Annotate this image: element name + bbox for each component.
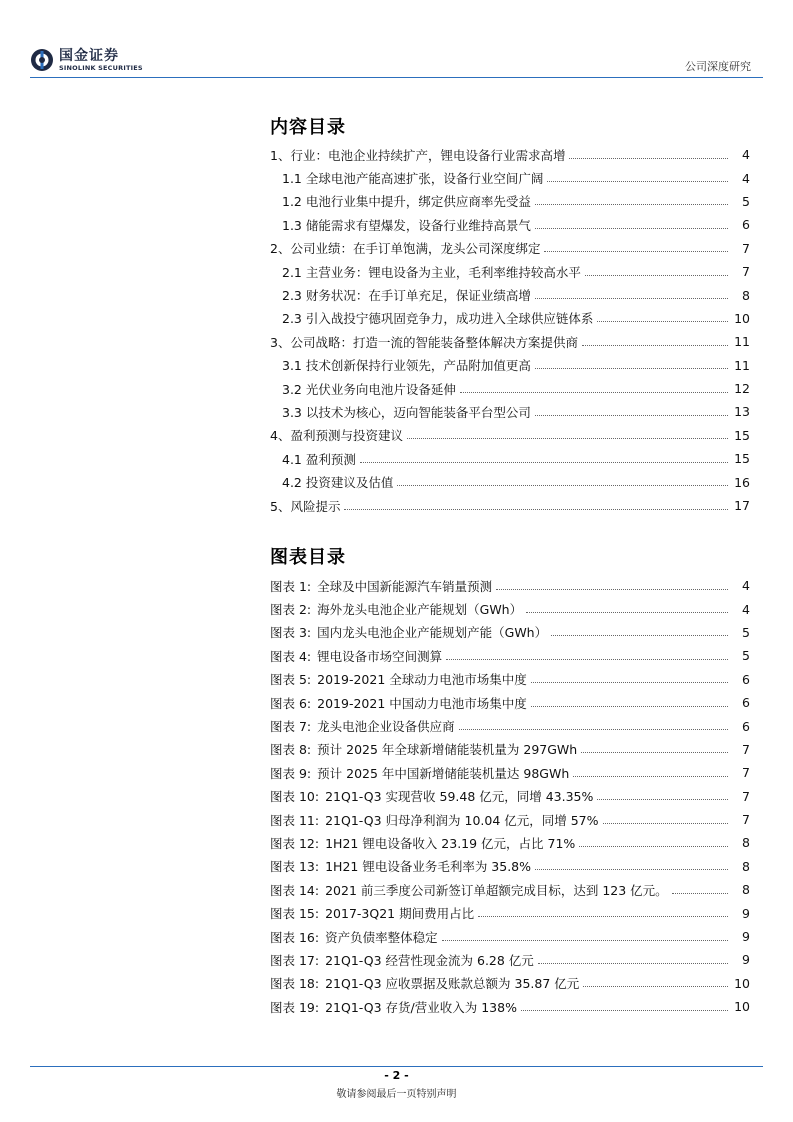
toc-leader-dots <box>407 427 728 439</box>
figure-entry-label: 图表 14: <box>270 882 320 898</box>
toc-entry-page: 4 <box>742 147 750 163</box>
figure-entry[interactable] <box>270 831 750 854</box>
figure-entry-label: 图表 8: <box>270 742 312 758</box>
toc-entry-text: 3.1 技术创新保持行业领先，产品附加值更高 <box>282 358 531 374</box>
figure-entry[interactable] <box>270 948 750 971</box>
figure-entry-page: 5 <box>742 624 750 640</box>
figure-entry-page: 10 <box>734 999 750 1015</box>
toc-entry[interactable] <box>270 143 750 166</box>
figure-entry-text: 龙头电池企业设备供应商 <box>317 719 455 735</box>
figure-entry-page: 7 <box>742 788 750 804</box>
figure-entry-text: 1H21 锂电设备收入 23.19 亿元，占比 71% <box>325 835 576 851</box>
figure-leader-dots <box>442 929 728 941</box>
toc-entry-page: 7 <box>742 240 750 256</box>
toc-entry-text: 2.3 引入战投宁德巩固竞争力，成功进入全球供应链体系 <box>282 311 594 327</box>
toc-leader-dots <box>535 217 728 229</box>
figure-entry-text: 预计 2025 年全球新增储能装机量为 297GWh <box>317 742 578 758</box>
figure-entry-text: 21Q1-Q3 经营性现金流为 6.28 亿元 <box>325 952 534 968</box>
figure-entry-label: 图表 13: <box>270 859 320 875</box>
figure-list-title: 图表目录 <box>270 547 346 568</box>
figure-leader-dots <box>583 975 728 987</box>
figure-leader-dots <box>581 741 728 753</box>
toc-entry-page: 13 <box>734 404 750 420</box>
report-type: 公司深度研究 <box>685 60 751 73</box>
figure-entry[interactable] <box>270 644 750 667</box>
figure-entry-label: 图表 19: <box>270 999 320 1015</box>
figure-entry-text: 全球及中国新能源汽车销量预测 <box>317 578 493 594</box>
toc-entry-page: 10 <box>734 310 750 326</box>
toc-entry-page: 17 <box>734 498 750 514</box>
page-number: - 2 - <box>384 1069 409 1082</box>
figure-entry-text: 2019-2021 中国动力电池市场集中度 <box>317 695 527 711</box>
figure-leader-dots <box>579 835 728 847</box>
toc-entry[interactable] <box>270 213 750 236</box>
figure-entry[interactable] <box>270 808 750 831</box>
figure-entry-label: 图表 3: <box>270 625 312 641</box>
figure-entry-page: 6 <box>742 718 750 734</box>
figure-entry-label: 图表 10: <box>270 789 320 805</box>
figure-entry-label: 图表 5: <box>270 672 312 688</box>
toc-entry-page: 12 <box>734 381 750 397</box>
figure-entry[interactable] <box>270 621 750 644</box>
toc-entry[interactable] <box>270 470 750 493</box>
figure-entry-label: 图表 17: <box>270 952 320 968</box>
toc-entry[interactable] <box>270 260 750 283</box>
toc-entry-page: 11 <box>734 357 750 373</box>
figure-entry[interactable] <box>270 878 750 901</box>
figure-entry-text: 2019-2021 全球动力电池市场集中度 <box>317 672 527 688</box>
logo-chinese: 国金证券 <box>59 47 119 64</box>
figure-leader-dots <box>531 671 728 683</box>
figure-entry-page: 7 <box>742 741 750 757</box>
figure-leader-dots <box>526 601 728 613</box>
figure-entry-text: 21Q1-Q3 存货/营业收入为 138% <box>325 999 517 1015</box>
toc-leader-dots <box>582 334 728 346</box>
figure-entry[interactable] <box>270 901 750 924</box>
toc-entry[interactable] <box>270 330 750 353</box>
figure-entry-page: 9 <box>742 929 750 945</box>
page-header <box>0 0 793 80</box>
toc-leader-dots <box>569 147 728 159</box>
figure-entry-page: 8 <box>742 858 750 874</box>
toc-leader-dots <box>535 287 728 299</box>
toc-entry[interactable] <box>270 400 750 423</box>
toc-entry-text: 3、公司战略：打造一流的智能装备整体解决方案提供商 <box>270 334 578 350</box>
figure-entry[interactable] <box>270 714 750 737</box>
toc-entry-page: 6 <box>742 217 750 233</box>
figure-entry-page: 5 <box>742 648 750 664</box>
toc-entry-text: 1.2 电池行业集中提升，绑定供应商率先受益 <box>282 194 531 210</box>
figure-leader-dots <box>597 788 728 800</box>
toc-entry[interactable] <box>270 166 750 189</box>
figure-entry-page: 9 <box>742 952 750 968</box>
figure-entry-page: 9 <box>742 905 750 921</box>
toc-entry-text: 4.1 盈利预测 <box>282 451 356 467</box>
toc-entry-page: 16 <box>734 474 750 490</box>
figure-entry-label: 图表 2: <box>270 602 312 618</box>
toc-entry-text: 1.1 全球电池产能高速扩张，设备行业空间广阔 <box>282 171 544 187</box>
toc-entry-text: 1.3 储能需求有望爆发，设备行业维持高景气 <box>282 217 531 233</box>
figure-leader-dots <box>446 648 728 660</box>
figure-entry-text: 锂电设备市场空间测算 <box>317 648 443 664</box>
header-divider <box>30 77 763 78</box>
figure-entry-page: 7 <box>742 812 750 828</box>
figure-leader-dots <box>603 812 728 824</box>
toc-entry[interactable] <box>270 377 750 400</box>
toc-entry-text: 1、行业：电池企业持续扩产，锂电设备行业需求高增 <box>270 147 566 163</box>
toc-entry-text: 2.3 财务状况：在手订单充足，保证业绩高增 <box>282 288 531 304</box>
toc-entry-text: 2、公司业绩：在手订单饱满，龙头公司深度绑定 <box>270 241 541 257</box>
figure-entry[interactable] <box>270 995 750 1018</box>
figure-entry-text: 21Q1-Q3 实现营收 59.48 亿元，同增 43.35% <box>325 789 594 805</box>
toc-entry-page: 8 <box>742 287 750 303</box>
figure-entry-page: 7 <box>742 765 750 781</box>
figure-entry-text: 21Q1-Q3 归母净利润为 10.04 亿元，同增 57% <box>325 812 599 828</box>
toc-entry-page: 5 <box>742 193 750 209</box>
toc-leader-dots <box>547 170 728 182</box>
figure-leader-dots <box>496 578 728 590</box>
toc-leader-dots <box>535 357 728 369</box>
figure-entry[interactable] <box>270 925 750 948</box>
toc-entry-page: 7 <box>742 264 750 280</box>
logo-text <box>59 49 143 72</box>
toc-leader-dots <box>360 451 728 463</box>
figure-entry-page: 4 <box>742 578 750 594</box>
figure-leader-dots <box>538 952 728 964</box>
footer-divider <box>30 1066 763 1067</box>
figure-list <box>270 574 750 1018</box>
company-logo <box>30 45 143 75</box>
figure-leader-dots <box>478 905 728 917</box>
toc-leader-dots <box>344 498 728 510</box>
figure-entry-label: 图表 7: <box>270 719 312 735</box>
toc-title: 内容目录 <box>270 117 346 138</box>
figure-entry-label: 图表 15: <box>270 906 320 922</box>
sinolink-logo-icon <box>30 48 54 72</box>
table-of-contents <box>270 143 750 517</box>
logo-english: SINOLINK SECURITIES <box>59 63 143 72</box>
figure-entry-text: 国内龙头电池企业产能规划产能（GWh） <box>317 625 548 641</box>
footer-disclaimer: 敬请参阅最后一页特别声明 <box>336 1089 457 1100</box>
figure-entry[interactable] <box>270 691 750 714</box>
figure-leader-dots <box>672 882 728 894</box>
toc-leader-dots <box>460 381 728 393</box>
figure-entry-label: 图表 1: <box>270 578 312 594</box>
figure-entry-text: 1H21 锂电设备业务毛利率为 35.8% <box>325 859 532 875</box>
figure-entry-page: 6 <box>742 671 750 687</box>
figure-entry[interactable] <box>270 972 750 995</box>
toc-leader-dots <box>535 193 728 205</box>
toc-entry-page: 15 <box>734 427 750 443</box>
toc-entry-text: 2.1 主营业务：锂电设备为主业，毛利率维持较高水平 <box>282 264 581 280</box>
toc-leader-dots <box>597 310 728 322</box>
figure-entry-page: 8 <box>742 835 750 851</box>
figure-entry-text: 21Q1-Q3 应收票据及账款总额为 35.87 亿元 <box>325 976 580 992</box>
toc-entry-text: 4、盈利预测与投资建议 <box>270 428 403 444</box>
figure-leader-dots <box>521 999 728 1011</box>
figure-entry-text: 资产负债率整体稳定 <box>325 929 438 945</box>
figure-entry-page: 8 <box>742 882 750 898</box>
figure-entry-label: 图表 4: <box>270 648 312 664</box>
figure-entry-label: 图表 12: <box>270 835 320 851</box>
toc-entry[interactable] <box>270 237 750 260</box>
figure-entry[interactable] <box>270 574 750 597</box>
figure-entry[interactable] <box>270 738 750 761</box>
toc-entry[interactable] <box>270 424 750 447</box>
figure-entry[interactable] <box>270 668 750 691</box>
figure-entry-label: 图表 6: <box>270 695 312 711</box>
figure-entry[interactable] <box>270 761 750 784</box>
figure-entry-page: 6 <box>742 695 750 711</box>
figure-entry-page: 4 <box>742 601 750 617</box>
toc-entry-text: 5、风险提示 <box>270 498 341 514</box>
figure-leader-dots <box>459 718 728 730</box>
toc-leader-dots <box>397 474 728 486</box>
toc-entry[interactable] <box>270 354 750 377</box>
toc-entry-page: 4 <box>742 170 750 186</box>
figure-entry[interactable] <box>270 855 750 878</box>
toc-entry[interactable] <box>270 307 750 330</box>
figure-entry-label: 图表 18: <box>270 976 320 992</box>
figure-leader-dots <box>573 765 728 777</box>
figure-entry-text: 海外龙头电池企业产能规划（GWh） <box>317 602 523 618</box>
figure-entry-page: 10 <box>734 975 750 991</box>
toc-leader-dots <box>535 404 728 416</box>
figure-entry-label: 图表 9: <box>270 765 312 781</box>
toc-entry[interactable] <box>270 494 750 517</box>
toc-entry-text: 3.3 以技术为核心，迈向智能装备平台型公司 <box>282 404 531 420</box>
toc-entry[interactable] <box>270 283 750 306</box>
toc-entry[interactable] <box>270 190 750 213</box>
figure-entry[interactable] <box>270 785 750 808</box>
figure-entry[interactable] <box>270 597 750 620</box>
toc-entry[interactable] <box>270 447 750 470</box>
toc-entry-text: 3.2 光伏业务向电池片设备延伸 <box>282 381 456 397</box>
toc-entry-page: 15 <box>734 451 750 467</box>
toc-leader-dots <box>544 240 728 252</box>
toc-leader-dots <box>585 264 728 276</box>
toc-entry-text: 4.2 投资建议及估值 <box>282 475 394 491</box>
figure-entry-text: 2021 前三季度公司新签订单超额完成目标，达到 123 亿元。 <box>325 882 668 898</box>
figure-entry-label: 图表 11: <box>270 812 320 828</box>
figure-entry-text: 预计 2025 年中国新增储能装机量达 98GWh <box>317 765 570 781</box>
figure-entry-label: 图表 16: <box>270 929 320 945</box>
figure-leader-dots <box>551 624 728 636</box>
figure-leader-dots <box>535 858 728 870</box>
toc-entry-page: 11 <box>734 334 750 350</box>
figure-entry-text: 2017-3Q21 期间费用占比 <box>325 906 475 922</box>
figure-leader-dots <box>531 695 728 707</box>
